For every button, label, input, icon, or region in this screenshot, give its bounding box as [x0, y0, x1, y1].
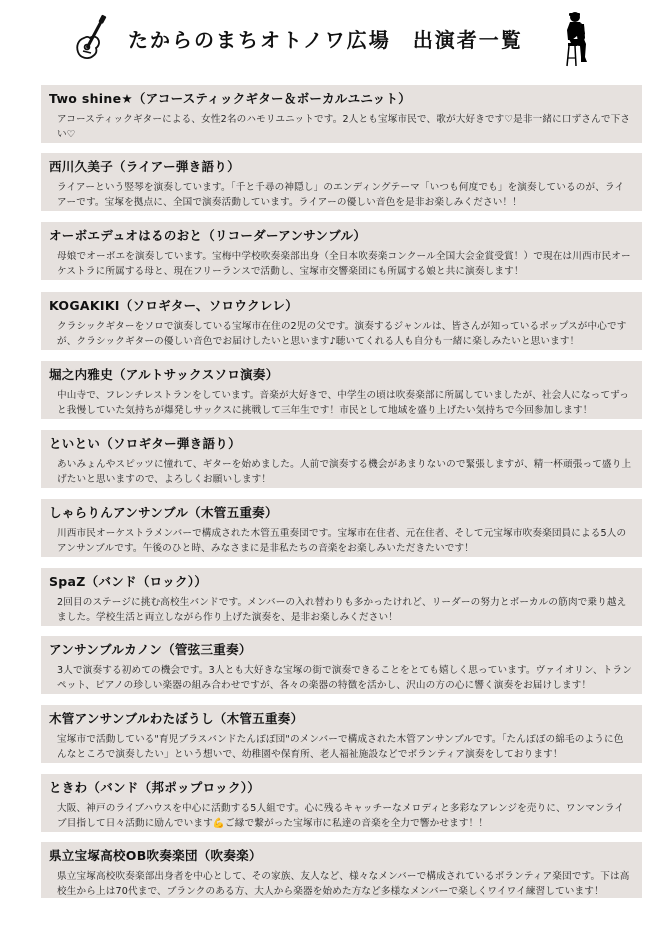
- page-header: [0, 0, 665, 78]
- performer-card: [41, 842, 642, 898]
- performer-card: [41, 292, 642, 350]
- performer-card: [41, 774, 642, 832]
- performer-card: [41, 361, 642, 419]
- page-title-main: たからのまちオトノワ広場: [128, 28, 391, 52]
- performer-card: [41, 153, 642, 211]
- performer-name: しゃらりんアンサンブル（木管五重奏）: [49, 505, 278, 520]
- performer-name: オーボエデュオはるのおと（リコーダーアンサンブル）: [49, 228, 367, 243]
- performer-card: [41, 636, 642, 694]
- performer-description: 中山寺で、フレンチレストランをしています。音楽が大好きで、中学生の頃は吹奏楽部に所属していましたが、社会人になってずっと我慢していた気持ちが爆発しサックスに挑戦して三年生です！市民として地域を盛り上げたい気持ちで今回参加します！: [57, 390, 630, 416]
- performer-description: 県立宝塚高校吹奏楽部出身者を中心として、その家族、友人など、様々なメンバーで構成されているボランティア楽団です。下は高校生から上は70代まで、ブランクのある方、大人から楽器を始めた方など多様なメンバーで楽しくワイワイ練習しています！: [57, 871, 630, 897]
- page-title: [128, 24, 523, 53]
- guitar-icon: [74, 14, 108, 60]
- performer-name: といとい（ソロギター弾き語り）: [49, 436, 241, 451]
- performer-name: Two shine★（アコースティックギター＆ボーカルユニット）: [49, 91, 412, 106]
- performer-description: ライアーという竪琴を演奏しています。「千と千尋の神隠し」のエンディングテーマ「いつも何度でも」を演奏しているのが、ライアーです。宝塚を拠点に、全国で演奏活動しています。ライアーの優しい音色を是非お楽しみください！！: [57, 182, 625, 208]
- performer-description: アコースティックギターによる、女性2名のハモリユニットです。2人とも宝塚市民で、歌が大好きです♡是非一緒に口ずさんで下さい♡: [57, 114, 631, 140]
- performer-name: KOGAKIKI（ソロギター、ソロウクレレ）: [49, 298, 299, 313]
- performer-card: [41, 568, 642, 626]
- performer-card: [41, 499, 642, 557]
- performer-card: [41, 430, 642, 488]
- performer-description: あいみょんやスピッツに憧れて、ギターを始めました。人前で演奏する機会があまりないので緊張しますが、精一杯頑張って盛り上げたいと思いますので、よろしくお願いします！: [57, 459, 632, 485]
- performer-name: 県立宝塚高校OB吹奏楽団（吹奏楽）: [49, 848, 262, 863]
- saxophone-player-silhouette-icon: [560, 10, 592, 68]
- performer-name: ときわ（バンド（邦ポップロック））: [49, 780, 261, 795]
- performer-description: 宝塚市で活動している"育児ブラスバンドたんぽぽ団"のメンバーで構成された木管アンサンブルです。「たんぽぽの綿毛のように色んなところで演奏したい」という想いで、幼稚園や保育所、老人福祉施設などでボランティア演奏をしております！: [57, 734, 624, 760]
- performer-name: 西川久美子（ライアー弾き語り）: [49, 159, 240, 174]
- performer-description: 大阪、神戸のライブハウスを中心に活動する5人組です。心に残るキャッチーなメロディと多彩なアレンジを売りに、ワンマンライブ目指して日々活動に励んでいます💪ご縁で繋がった宝塚市に私達の音楽を全力で響かせます！！: [57, 803, 625, 829]
- performer-name: アンサンブルカノン（管弦三重奏）: [49, 642, 252, 657]
- performer-description: クラシックギターをソロで演奏している宝塚市在住の2児の父です。演奏するジャンルは、皆さんが知っているポップスが中心ですが、クラシックギターの優しい音色でお届けしたいと思います♪聴いてくれる人も自分も一緒に楽しみたいと思います！: [57, 321, 627, 347]
- page-title-sub: 出演者一覧: [412, 28, 523, 52]
- performer-description: 川西市民オーケストラメンバーで構成された木管五重奏団です。宝塚市在住者、元在住者、そして元宝塚市吹奏楽団員による5人のアンサンブルです。午後のひと時、みなさまに是非私たちの音楽をお楽しみいただきたいです！: [57, 528, 627, 554]
- performer-name: 木管アンサンブルわたぼうし（木管五重奏）: [49, 711, 304, 726]
- performer-card: [41, 705, 642, 763]
- performer-description: 3人で演奏する初めての機会です。3人とも大好きな宝塚の街で演奏できることをとても嬉しく思っています。ヴァイオリン、トランペット、ピアノの珍しい楽器の組み合わせですが、各々の楽器の特徴を活かし、沢山の方の心に響く演奏をお届けします！: [57, 665, 632, 691]
- performer-card: [41, 85, 642, 143]
- performer-name: 堀之内雅史（アルトサックスソロ演奏）: [49, 367, 279, 382]
- performer-description: 母娘でオーボエを演奏しています。宝梅中学校吹奏楽部出身（全日本吹奏楽コンクール全国大会金賞受賞！）で現在は川西市民オーケストラに所属する母と、現在フリーランスで活動し、宝塚市交響楽団にも所属する娘と共に演奏します！: [57, 251, 631, 277]
- performer-card: [41, 222, 642, 280]
- performer-description: 2回目のステージに挑む高校生バンドです。メンバーの入れ替わりも多かったけれど、リーダーの努力とボーカルの筋肉で乗り越えました。学校生活と両立しながら作り上げた演奏を、是非お楽しみください！: [57, 597, 627, 623]
- performer-name: SpaZ（バンド（ロック））: [49, 574, 208, 589]
